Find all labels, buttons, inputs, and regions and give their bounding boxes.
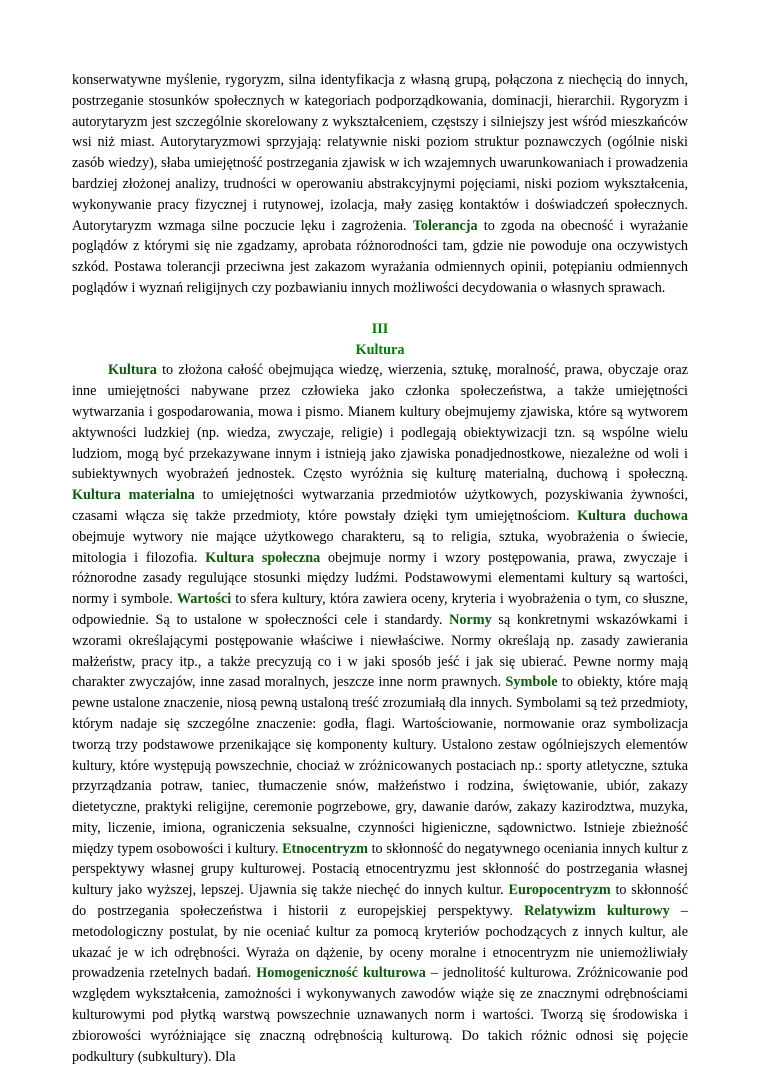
term-kultura-spoleczna: Kultura społeczna [205, 549, 321, 566]
text-run: to sfera kultury, która zawiera oceny, kryteria i wyobrażenia o tym, co słuszne, odpowiednie. Są to ustalone w społeczności cele i standardy. [72, 591, 689, 628]
term-homogenicznosc-kulturowa: Homogeniczność kulturowa [256, 965, 426, 982]
term-tolerancja: Tolerancja [412, 217, 478, 234]
term-kultura-duchowa: Kultura duchowa [577, 507, 689, 524]
text-run: to zgoda na obecność i wyrażanie poglądów z którymi się nie zgadzamy, aprobata różnorodności tam, gdzie nie powoduje ona oczywistych szkód. Postawa tolerancji przeciwna jest zakazom wyrażania odmiennych opinii, potępianiu odmiennych poglądów i wyznań religijnych czy pozbawianiu innych możliwości decydowania o własnych sprawach. [72, 217, 688, 296]
text-run: obejmuje wytwory nie mające użytkowego charakteru, są to religia, sztuka, wyobrażenia o świecie, mitologia i filozofia. [72, 528, 688, 566]
spacer [72, 299, 688, 319]
section-title: Kultura [355, 341, 405, 358]
text-run: – jednolitość kulturowa. Zróżnicowanie pod względem wykształcenia, zamożności i wykonywanych zawodów wiąże się ze znacznymi odrębnościami kulturowymi pod płytką warstwą powszechnie uznawanych norm i wartości. Tworzą się środowiska i zbiorowości wyróżniające się znaczną odrębnością kulturową. Do takich różnic odnosi się pojęcie podkultury (subkultury). Dla [72, 965, 688, 1065]
term-kultura-materialna: Kultura materialna [72, 487, 195, 504]
document-page [72, 70, 688, 1067]
text-run: – metodologiczny postulat, by nie oceniać kultur za pomocą kryteriów pochodzących z innych kultur, ale ukazać je w ich odrębności. Wyraża on dążenie, by oceny moralne i etnocentryzm nie uniemożliwiały prowadzenia rzetelnych badań. [72, 903, 689, 982]
term-relatywizm-kulturowy: Relatywizm kulturowy [524, 903, 670, 920]
section-number: III [371, 320, 389, 337]
text-run: to umiejętności wytwarzania przedmiotów użytkowych, pozyskiwania żywności, czasami włącza się także przedmioty, które powstały dzięki tym umiejętnościom. [72, 487, 688, 524]
paragraph-culture [72, 360, 688, 1067]
text-run: konserwatywne myślenie, rygoryzm, silna identyfikacja z własną grupą, połączona z niechęcią do innych, postrzeganie stosunków społecznych w kategoriach podporządkowania, dominacji, hierarchii. Rygoryzm i autorytaryzm jest szczególnie skorelowany z wykształceniem, częstszy i silniejszy jest wśród mieszkańców wsi niż miast. Autorytaryzmowi sprzyjają: relatywnie niski poziom struktur poznawczych (ogólnie niski zasób wiedzy), słaba umiejętność postrzegania zjawisk w ich wzajemnych uwarunkowaniach i prowadzenia bardziej złożonej analizy, trudności w operowaniu abstrakcyjnymi pojęciami, niski poziom wykształcenia, wykonywanie pracy fizycznej i rutynowej, izolacja, mały zasięg kontaktów i doświadczeń społecznych. Autorytaryzm wzmaga silne poczucie lęku i zagrożenia. [72, 72, 688, 234]
paragraph-authoritarianism [72, 70, 688, 299]
text-run: to złożona całość obejmująca wiedzę, wierzenia, sztukę, moralność, prawa, obyczaje oraz inne umiejętności nabywane przez człowieka jako członka społeczeństwa, a także umiejętności wytwarzania i gospodarowania, mowa i pismo. Mianem kultury obejmujemy zjawiska, które są wytworem aktywności ludzkiej (np. wiedza, zwyczaje, religie) i podlegają obiektywizacji tzn. są wspólne wielu ludziom, mogą być przekazywane innym i istnieją jako zjawiska ponadjednostkowe, niezależne od woli i subiektywnych wyobrażeń jednostek. Często wyróżnia się kulturę materialną, duchową i społeczną. [72, 362, 688, 483]
text-run: obejmuje normy i wzory postępowania, prawa, zwyczaje i różnorodne zasady regulujące stosunki między ludźmi. Podstawowymi elementami kultury są wartości, normy i symbole. [72, 549, 688, 608]
term-kultura: Kultura [108, 362, 157, 379]
term-wartosci: Wartości [176, 591, 232, 608]
text-run: to skłonność do negatywnego oceniania innych kultur z perspektywy własnej grupy kulturowej. Postacią etnocentryzmu jest skłonność do postrzegania własnej kultury jako wyższej, lepszej. Ujawnia się także niechęć do innych kultur. [72, 840, 688, 899]
term-etnocentryzm: Etnocentryzm [282, 840, 368, 857]
text-run: to obiekty, które mają pewne ustalone znaczenie, niosą pewną ustaloną treść zrozumiałą dla innych. Symbolami są też przedmioty, którym nadaje się szczególne znaczenie: godła, flagi. Wartościowanie, normowanie oraz symbolizacja tworzą trzy podstawowe przenikające się komponenty kultury. Ustalono zestaw ogólniejszych elementów kultury, które występują powszechnie, chociaż w zróżnicowanych postaciach np.: sporty atletyczne, sztuka przyrządzania potraw, taniec, tłumaczenie snów, małżeństwo i rodzina, świętowanie, ubiór, zakazy dietetyczne, praktyki religijne, ceremonie pogrzebowe, gry, dawanie darów, zakazy kazirodztwa, muzyka, mity, liczenie, imiona, ograniczenia seksualne, czynności higieniczne, sądownictwo. Istnieje zbieżność między typem osobowości i kultury. [72, 674, 688, 857]
term-normy: Normy [449, 611, 492, 628]
term-symbole: Symbole [505, 674, 558, 691]
text-run: są konkretnymi wskazówkami i wzorami określającymi postępowanie właściwe i niewłaściwe. Normy określają np. zasady zawierania małżeństw, pracy itp., a także precyzują co i w jaki sposób jeść i jak się ubierać. Pewne normy mają charakter zwyczajów, inne zasad moralnych, jeszcze inne norm prawnych. [72, 611, 688, 691]
term-europocentryzm: Europocentryzm [508, 882, 611, 899]
text-run: to skłonność do postrzegania społeczeństwa i historii z europejskiej perspektywy. [72, 882, 688, 920]
